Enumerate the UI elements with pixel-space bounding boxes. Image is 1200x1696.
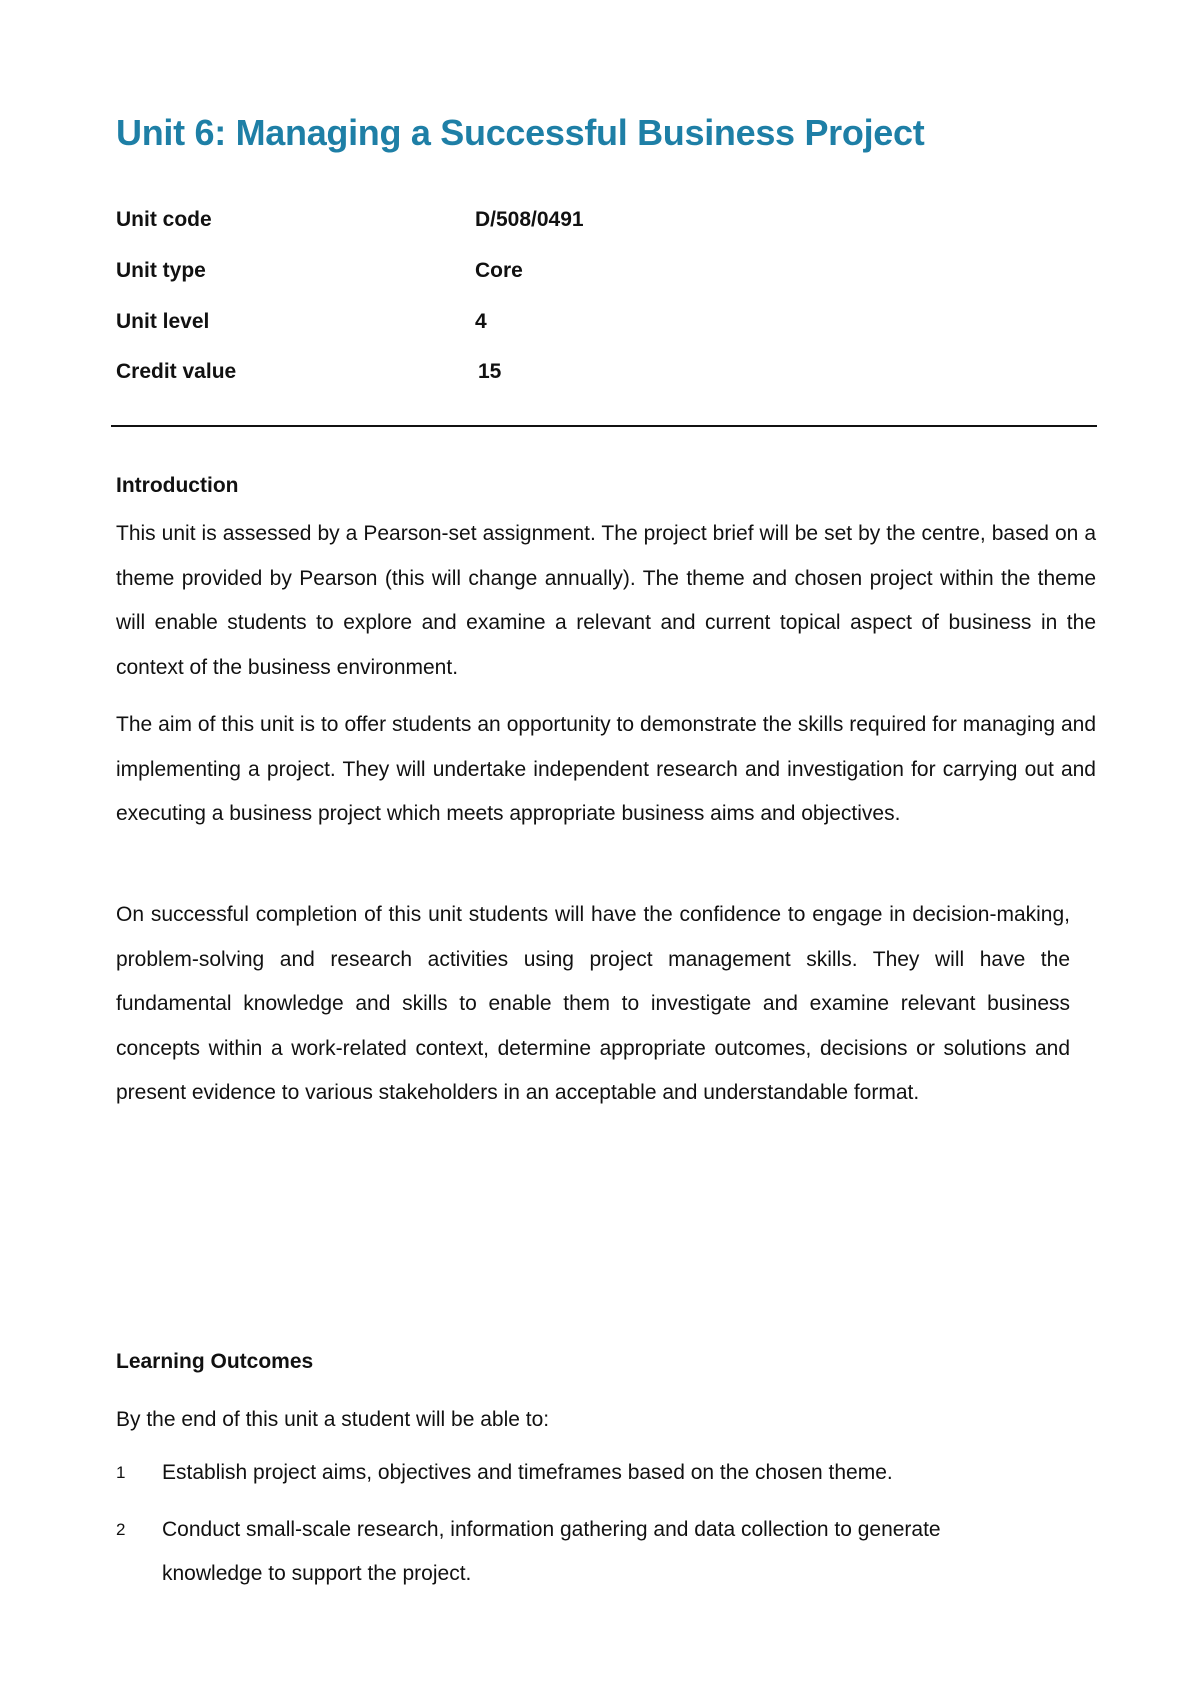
learning-outcomes-lead: By the end of this unit a student will be able to: <box>116 1408 550 1431</box>
credit-value-label: Credit value <box>116 360 237 383</box>
introduction-paragraph-1: This unit is assessed by a Pearson-set assignment. The project brief will be set by the centre, based on a theme provided by Pearson (this will change annually). The theme and chosen project within the theme will enable students to explore and examine a relevant and current topical aspect of business in the context of the business environment. <box>116 522 1096 679</box>
introduction-heading: Introduction <box>116 474 239 497</box>
learning-outcome-number: 1 <box>116 1463 126 1482</box>
introduction-paragraph-2: The aim of this unit is to offer students an opportunity to demonstrate the skills required for managing and implementing a project. They will undertake independent research and investigation for carrying out and executing a business project which meets appropriate business aims and objectives. <box>116 713 1096 825</box>
unit-code-value: D/508/0491 <box>475 208 584 231</box>
learning-outcome-number: 2 <box>116 1520 126 1539</box>
learning-outcomes-heading: Learning Outcomes <box>116 1350 314 1373</box>
learning-outcome-text: Establish project aims, objectives and timeframes based on the chosen theme. <box>162 1461 893 1484</box>
unit-type-label: Unit type <box>116 259 206 282</box>
unit-level-label: Unit level <box>116 310 210 333</box>
introduction-paragraph-3: On successful completion of this unit students will have the confidence to engage in decision-making, problem-solving and research activities using project management skills. They will have the fundamental knowledge and skills to enable them to investigate and examine relevant business concepts within a work-related context, determine appropriate outcomes, decisions or solutions and present evidence to various stakeholders in an acceptable and understandable format. <box>116 903 1070 1104</box>
credit-value-value: 15 <box>478 360 502 383</box>
page-title: Unit 6: Managing a Successful Business Project <box>116 112 925 153</box>
learning-outcome-text: Conduct small-scale research, information gathering and data collection to generate knowledge to support the project. <box>162 1518 941 1585</box>
unit-level-value: 4 <box>475 310 487 333</box>
unit-code-label: Unit code <box>116 208 212 231</box>
unit-type-value: Core <box>475 259 523 282</box>
section-divider <box>111 425 1097 427</box>
